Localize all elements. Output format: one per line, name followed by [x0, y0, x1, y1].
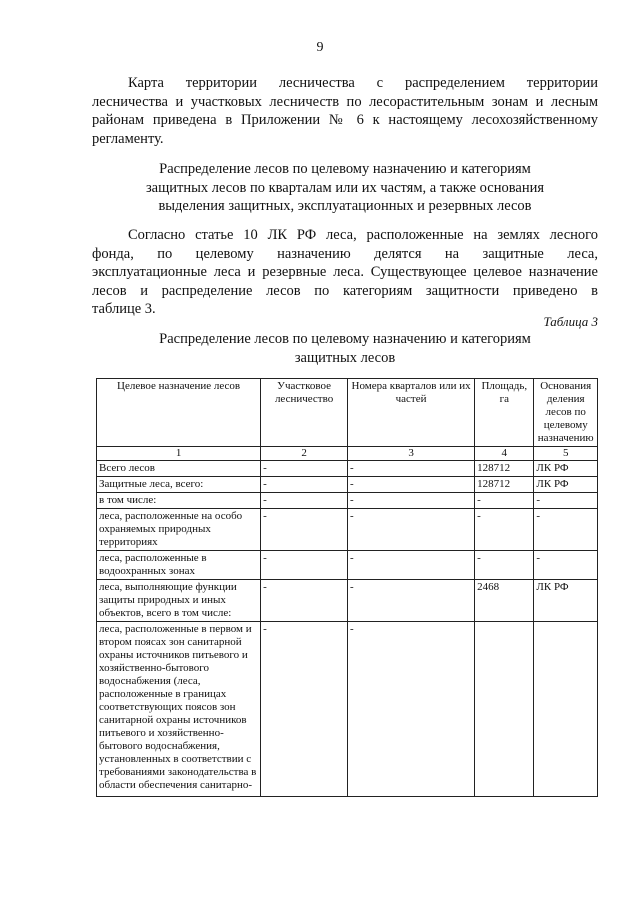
table-cell: 128712 — [475, 461, 534, 477]
table-cell: - — [534, 509, 598, 551]
column-header: Целевое назначение лесов — [97, 379, 261, 447]
table-row — [97, 509, 598, 551]
table-cell: ЛК РФ — [534, 580, 598, 622]
table-row — [97, 477, 598, 493]
heading-line: выделения защитных, эксплуатационных и резервных лесов — [158, 198, 532, 214]
table-cell: - — [475, 493, 534, 509]
table-cell: - — [348, 477, 475, 493]
body-paragraph — [92, 226, 598, 319]
table-cell: - — [348, 509, 475, 551]
table-cell: Всего лесов — [97, 461, 261, 477]
table-cell: - — [534, 551, 598, 580]
table-cell: - — [261, 551, 348, 580]
table-cell: - — [534, 493, 598, 509]
table-cell: - — [261, 509, 348, 551]
text-line: эксплуатационные леса и резервные леса. Существующее целевое назначение — [92, 264, 598, 280]
table-cell: - — [475, 551, 534, 580]
table-cell: Защитные леса, всего: — [97, 477, 261, 493]
table-cell: в том числе: — [97, 493, 261, 509]
text-line: таблице 3. — [92, 301, 156, 317]
table-cell: леса, выполняющие функции защиты природных и иных объектов, всего в том числе: — [97, 580, 261, 622]
table-cell: - — [348, 580, 475, 622]
table-row — [97, 580, 598, 622]
column-header: Номера кварталов или их частей — [348, 379, 475, 447]
heading-line: Распределение лесов по целевому назначению и категориям — [159, 161, 531, 177]
table-cell: леса, расположенные в первом и втором поясах зон санитарной охраны источников питьевого и хозяйственно-бытового водоснабжения (леса, расположенные в границах соответствующих поясов зон санитарной охраны источников питьевого и хозяйственно-бытового водоснабжения, установленных в соответствии с требованиями законодательства в области обеспечения санитарно- — [97, 622, 261, 797]
table-row — [97, 551, 598, 580]
column-number: 4 — [475, 447, 534, 461]
table-cell: - — [261, 477, 348, 493]
table-cell: 128712 — [475, 477, 534, 493]
table-cell: - — [348, 493, 475, 509]
text-line: лесов и распределение лесов по категориям защитности приведено в — [92, 282, 598, 299]
column-header: Основания деления лесов по целевому назначению — [534, 379, 598, 447]
table-cell: ЛК РФ — [534, 477, 598, 493]
table-row — [97, 493, 598, 509]
column-number: 2 — [261, 447, 348, 461]
heading-line: защитных лесов — [294, 349, 396, 366]
forest-distribution-table — [96, 378, 598, 797]
table-title — [92, 330, 598, 367]
table-cell: - — [261, 580, 348, 622]
table-cell: - — [261, 622, 348, 797]
page-number: 9 — [316, 40, 324, 55]
table-cell: - — [348, 551, 475, 580]
text-line: Карта территории лесничества с распределением территории — [128, 75, 598, 91]
table-cell — [534, 622, 598, 797]
table-cell: - — [348, 622, 475, 797]
column-header: Участковое лесничество — [261, 379, 348, 447]
table-header-row — [97, 379, 598, 447]
column-number-row — [97, 447, 598, 461]
table-cell: леса, расположенные на особо охраняемых природных территориях — [97, 509, 261, 551]
table-cell — [475, 622, 534, 797]
column-number: 1 — [97, 447, 261, 461]
text-line: регламенту. — [92, 130, 164, 147]
column-header: Площадь, га — [475, 379, 534, 447]
table-cell: леса, расположенные в водоохранных зонах — [97, 551, 261, 580]
heading-line: Распределение лесов по целевому назначению и категориям — [159, 331, 531, 347]
text-line: районам приведена в Приложении № 6 к настоящему лесохозяйственному — [92, 112, 598, 128]
section-heading — [92, 160, 598, 216]
heading-line: защитных лесов по кварталам или их частям, а также основания — [145, 179, 545, 196]
table-cell: ЛК РФ — [534, 461, 598, 477]
table-cell: - — [261, 461, 348, 477]
column-number: 3 — [348, 447, 475, 461]
table-row — [97, 622, 598, 797]
text-line: лесничества и участковых лесничеств по лесорастительным зонам и лесным — [92, 93, 598, 110]
intro-paragraph — [92, 74, 598, 148]
text-line: фонда, по целевому назначению делятся на защитные леса, — [92, 245, 598, 262]
table-cell: 2468 — [475, 580, 534, 622]
table-row — [97, 461, 598, 477]
column-number: 5 — [534, 447, 598, 461]
table-cell: - — [348, 461, 475, 477]
table-cell: - — [261, 493, 348, 509]
table-label: Таблица 3 — [543, 314, 598, 329]
table-cell: - — [475, 509, 534, 551]
text-line: Согласно статье 10 ЛК РФ леса, расположенные на землях лесного — [128, 227, 598, 243]
